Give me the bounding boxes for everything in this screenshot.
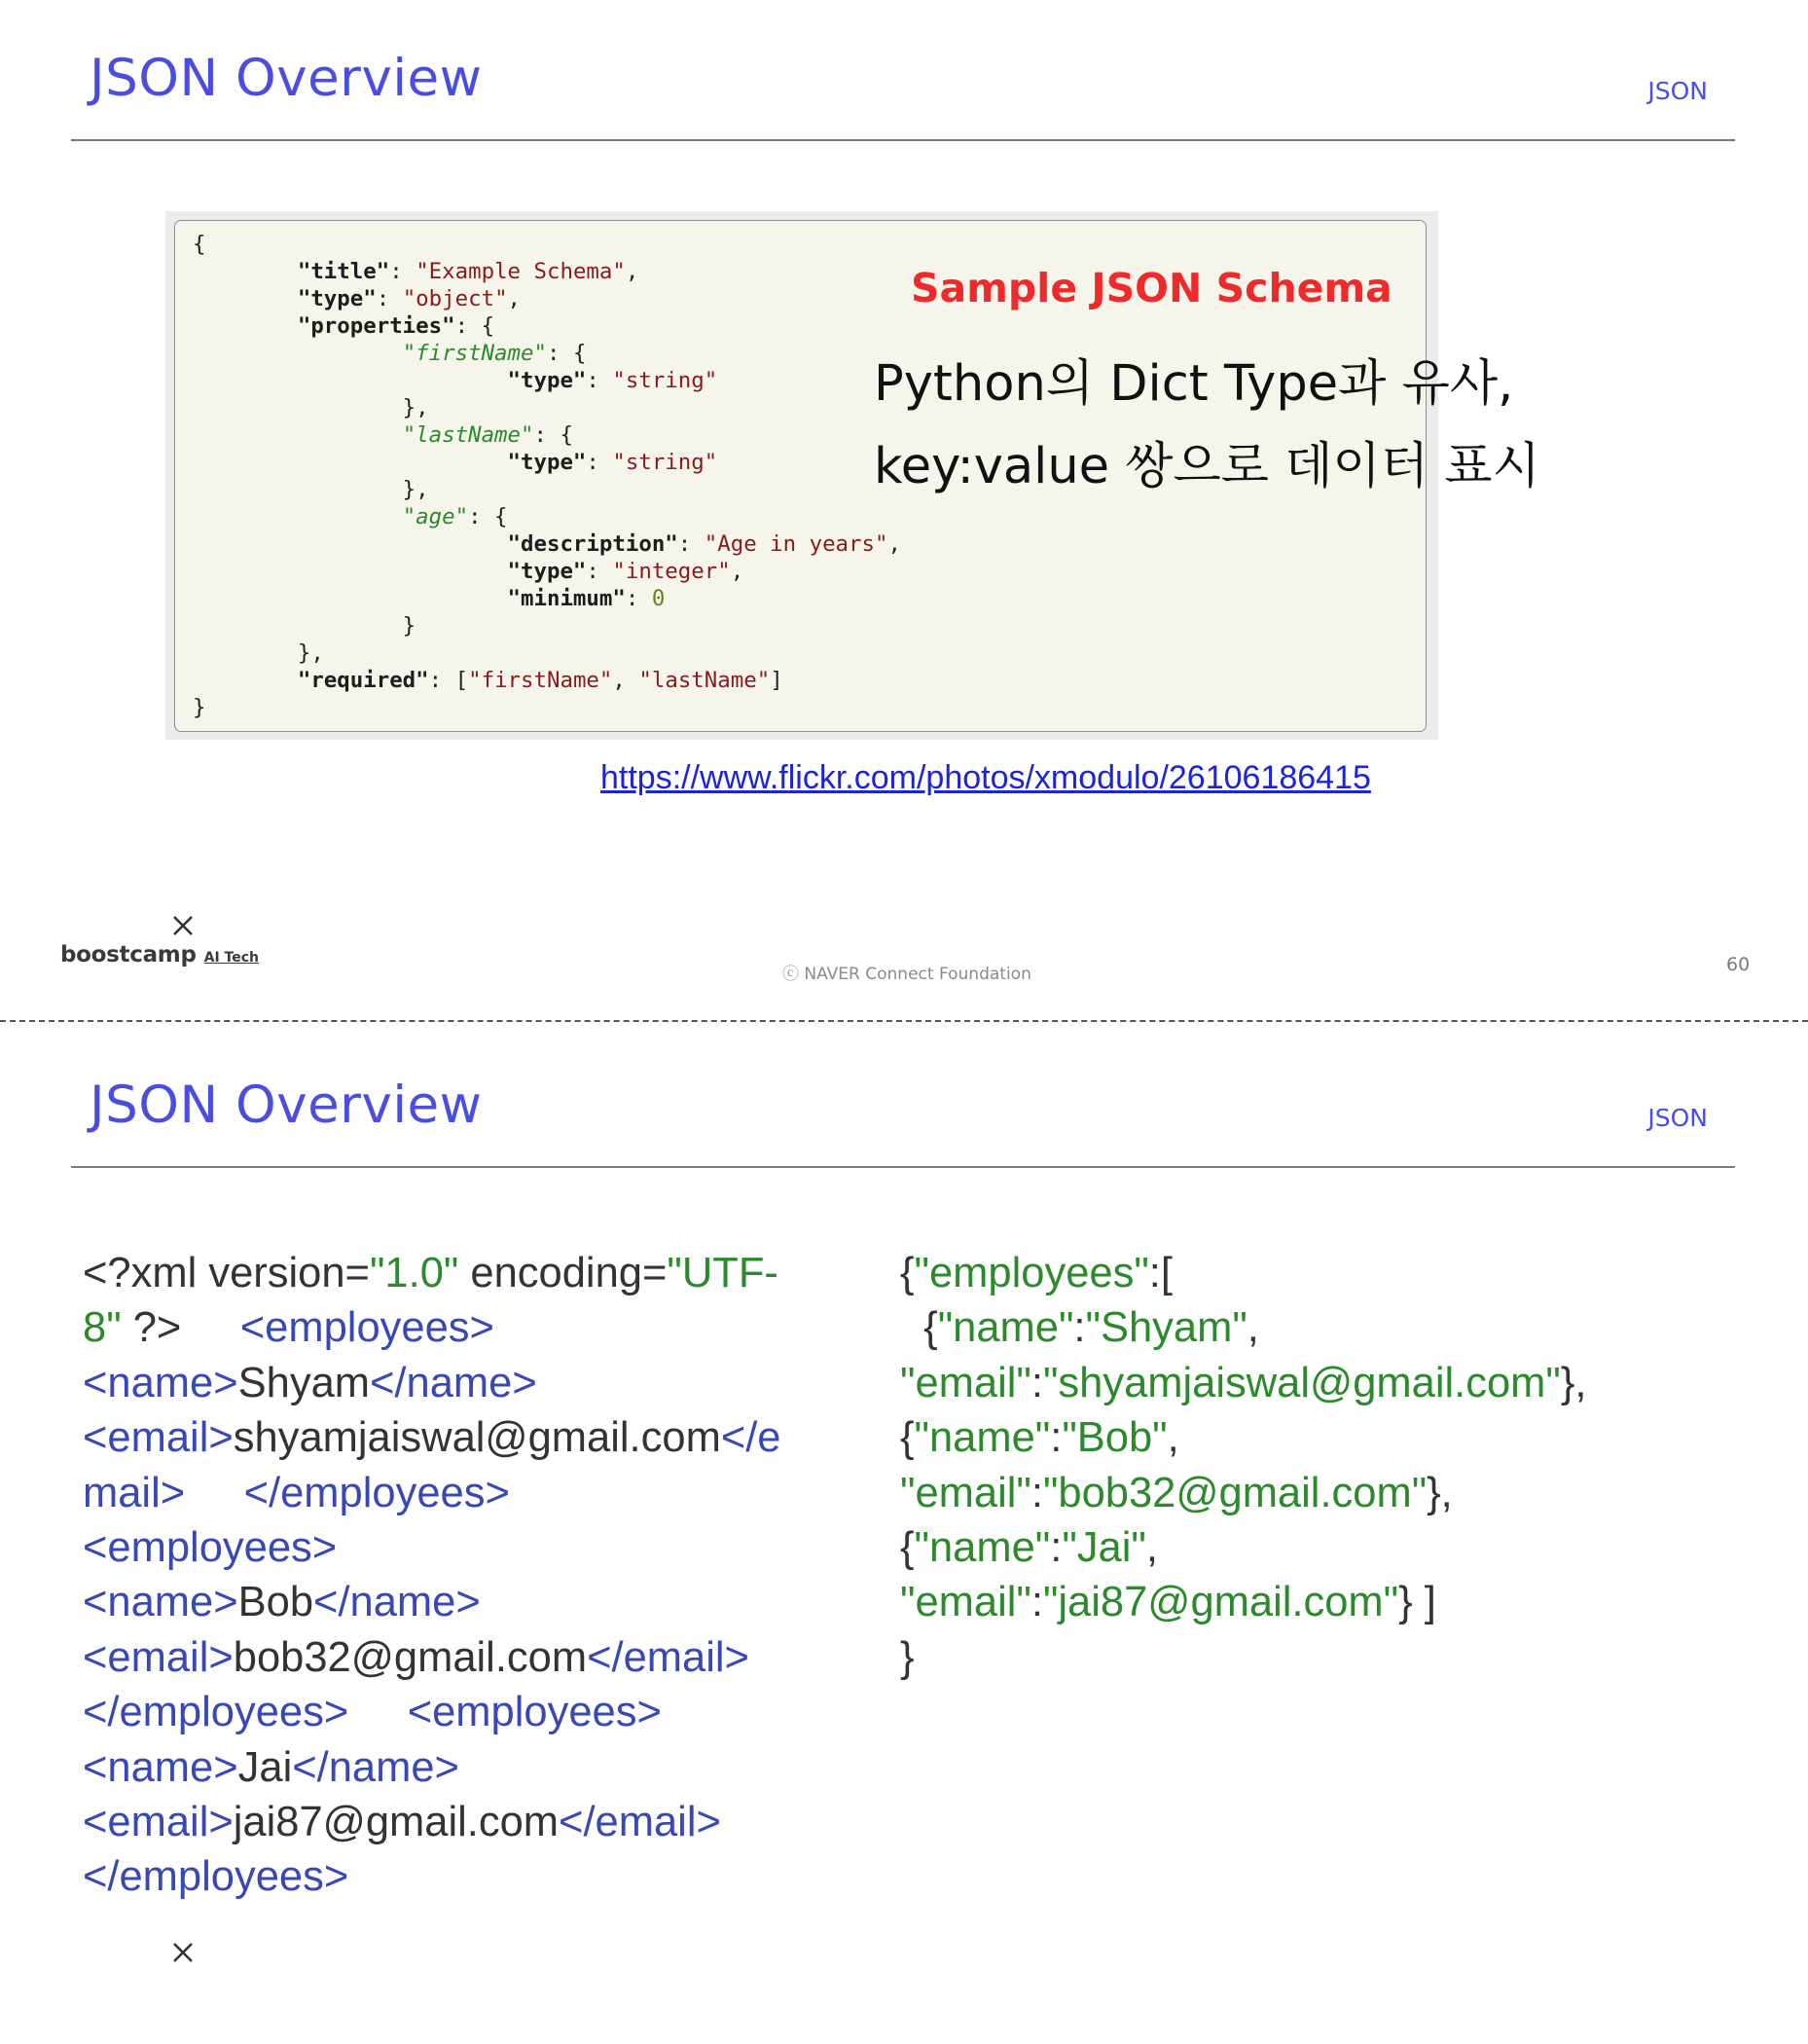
json-line [900,1520,1679,1575]
close-x-icon [170,1940,196,1965]
code-token: "firstName" [468,668,613,693]
title-divider [71,139,1735,141]
code-line [193,477,429,502]
code-line [193,450,717,475]
code-token: 8" [83,1304,122,1352]
code-line [193,395,429,420]
code-token: "type" [297,286,377,311]
slide-json-overview-2 [0,1027,1808,2044]
code-token: "description" [507,531,678,557]
code-token: , [730,559,744,584]
page-number: 60 [1726,954,1751,975]
code-token: } ] [1398,1579,1436,1626]
code-token [193,313,298,339]
code-line [193,368,717,393]
code-token: "jai87@gmail.com" [1042,1579,1399,1626]
code-token: , [1145,1524,1158,1572]
xml-line [83,1575,851,1629]
xml-line [83,1410,851,1465]
code-line [193,613,416,639]
footer-credit: ⓒ NAVER Connect Foundation [782,965,1031,984]
code-token: , [507,286,522,311]
code-token: }, [1427,1469,1453,1516]
xml-line [83,1520,851,1575]
code-token: : { [533,422,573,448]
code-token: jai87@gmail.com [233,1799,560,1846]
code-token: }, [193,640,324,666]
code-token: } [193,613,416,639]
code-token: , [887,531,901,557]
description-line-2: key:value 쌍으로 데이터 표시 [874,438,1540,495]
code-token: </e [720,1414,781,1462]
code-token [193,259,298,284]
code-token: Shyam [237,1359,371,1406]
code-line [193,422,573,448]
code-token: <name> [83,1359,238,1406]
slide-divider [0,1020,1808,1022]
code-token: "name" [914,1414,1051,1462]
code-token: "string" [612,368,718,393]
code-token: shyamjaiswal@gmail.com [233,1414,721,1462]
code-token: <name> [83,1579,238,1626]
xml-line [83,1630,851,1685]
code-token: "lastName" [638,668,771,693]
code-token: : [1050,1414,1063,1462]
code-token: <email> [83,1414,234,1462]
code-token: <?xml version= [83,1250,370,1296]
code-token: "employees" [914,1250,1149,1296]
code-token: "Age in years" [704,531,888,557]
json-line [900,1410,1679,1465]
code-token: : [625,586,652,611]
xml-line [83,1246,851,1300]
sample-json-schema-heading: Sample JSON Schema [911,265,1392,311]
code-token: : [1031,1359,1043,1406]
code-line [193,640,324,666]
code-token: : { [454,313,495,339]
code-line [193,531,901,557]
code-token: "properties" [297,313,455,339]
code-line [193,286,521,311]
close-x-icon [170,913,196,938]
code-token [193,368,508,393]
code-token: : [677,531,705,557]
code-token: : { [468,504,508,529]
code-token: "UTF- [667,1250,778,1296]
json-line [900,1300,1679,1355]
code-token: <email> [83,1799,234,1846]
code-token: "name" [937,1304,1074,1352]
code-token: { [900,1414,915,1462]
code-token: : [586,559,613,584]
json-example [900,1246,1679,1685]
code-token [193,531,508,557]
code-token: "age" [402,504,469,529]
code-token: </name> [370,1359,537,1406]
code-token: : [1073,1304,1086,1352]
xml-line [83,1740,851,1795]
logo-wordmark [60,942,259,967]
code-token: <name> [83,1743,238,1791]
code-token: "object" [402,286,508,311]
source-link[interactable]: https://www.flickr.com/photos/xmodulo/26106186415 [600,759,1371,796]
json-line [900,1356,1679,1410]
code-token: "type" [507,450,587,475]
code-token: "shyamjaiswal@gmail.com" [1042,1359,1561,1406]
code-token: "1.0" [369,1250,459,1296]
code-token [193,668,298,693]
code-token: } [193,695,206,720]
code-token [193,559,508,584]
code-token: { [900,1524,915,1572]
title-divider [71,1166,1735,1168]
code-token: : [586,450,613,475]
code-token: }, [1560,1359,1587,1406]
code-token: <employees> [407,1689,662,1736]
code-token: "Jai" [1062,1524,1146,1572]
code-token: "Shyam" [1085,1304,1248,1352]
code-token: </name> [313,1579,481,1626]
code-token [193,450,508,475]
code-token: "Bob" [1062,1414,1168,1462]
code-token: : [586,368,613,393]
slide-json-overview-1 [0,0,1808,1017]
description-line-1: Python의 Dict Type과 유사, [874,355,1514,413]
json-line [900,1575,1679,1629]
code-token: "type" [507,559,587,584]
code-token: </email> [587,1633,749,1681]
code-token: : [389,259,416,284]
code-token: "email" [900,1579,1031,1626]
code-token: }, [193,477,429,502]
code-token: , [1247,1304,1259,1352]
section-tag: JSON [1647,77,1708,105]
code-token [193,286,298,311]
code-line [193,259,638,284]
code-token [185,1470,243,1516]
slide-title: JSON Overview [90,49,483,108]
code-line [193,586,665,611]
slide-title: JSON Overview [90,1076,483,1135]
code-token: : { [546,341,587,366]
code-token [193,422,403,448]
json-line [900,1246,1679,1300]
code-token: "minimum" [507,586,626,611]
code-token: { [900,1250,915,1296]
xml-line [83,1466,851,1520]
json-line [900,1466,1679,1520]
code-token [193,586,508,611]
code-token: : [ [428,668,469,693]
code-token: : [1050,1524,1063,1572]
code-token [193,341,403,366]
code-token: mail> [83,1469,186,1516]
code-line [193,232,205,257]
code-token: : [1031,1579,1043,1626]
code-line [193,695,205,720]
code-token: : [376,286,403,311]
code-token: </employees> [83,1689,349,1736]
code-line [193,341,586,366]
code-token: , [1167,1414,1179,1462]
code-token: : [1031,1469,1043,1516]
code-token: </employees> [243,1469,510,1516]
code-token: "email" [900,1469,1031,1516]
code-token: { [193,232,206,257]
code-token: 0 [651,586,666,611]
code-token: "required" [297,668,429,693]
code-token: </name> [292,1743,459,1791]
logo-subtext: AI Tech [203,950,260,966]
code-token: "type" [507,368,587,393]
code-token: "integer" [612,559,731,584]
json-line [900,1630,1679,1685]
code-token: Bob [237,1579,314,1626]
code-token: <email> [83,1633,234,1681]
code-token: , [625,259,639,284]
code-token: </email> [559,1799,721,1846]
code-token: "title" [297,259,390,284]
xml-line [83,1849,851,1904]
code-token: "lastName" [402,422,534,448]
code-line [193,668,783,693]
code-token: ?> [121,1304,240,1352]
code-token: "firstName" [402,341,547,366]
xml-line [83,1795,851,1849]
code-token: , [612,668,639,693]
code-token: </employees> [83,1853,349,1901]
code-token: <employees> [83,1524,338,1572]
code-token: encoding= [458,1250,668,1296]
code-token: "bob32@gmail.com" [1042,1469,1428,1516]
code-token: "Example Schema" [416,259,626,284]
xml-line [83,1300,851,1355]
code-line [193,559,743,584]
xml-line [83,1685,851,1739]
code-token [193,504,403,529]
code-token: "email" [900,1359,1031,1406]
code-line [193,504,508,529]
code-token: :[ [1148,1250,1173,1296]
logo-text: boostcamp [60,942,197,967]
code-token: Jai [237,1743,293,1791]
code-token: bob32@gmail.com [233,1633,588,1681]
section-tag: JSON [1647,1104,1708,1132]
code-token [348,1689,407,1735]
code-token: ] [770,668,783,693]
code-token: "name" [914,1524,1051,1572]
code-token: { [900,1304,938,1352]
code-line [193,313,494,339]
xml-example [83,1246,851,1905]
code-token: }, [193,395,429,420]
json-schema-code [193,231,901,721]
code-token: <employees> [239,1304,494,1352]
xml-line [83,1356,851,1410]
code-token: "string" [612,450,718,475]
code-token: } [900,1633,915,1681]
